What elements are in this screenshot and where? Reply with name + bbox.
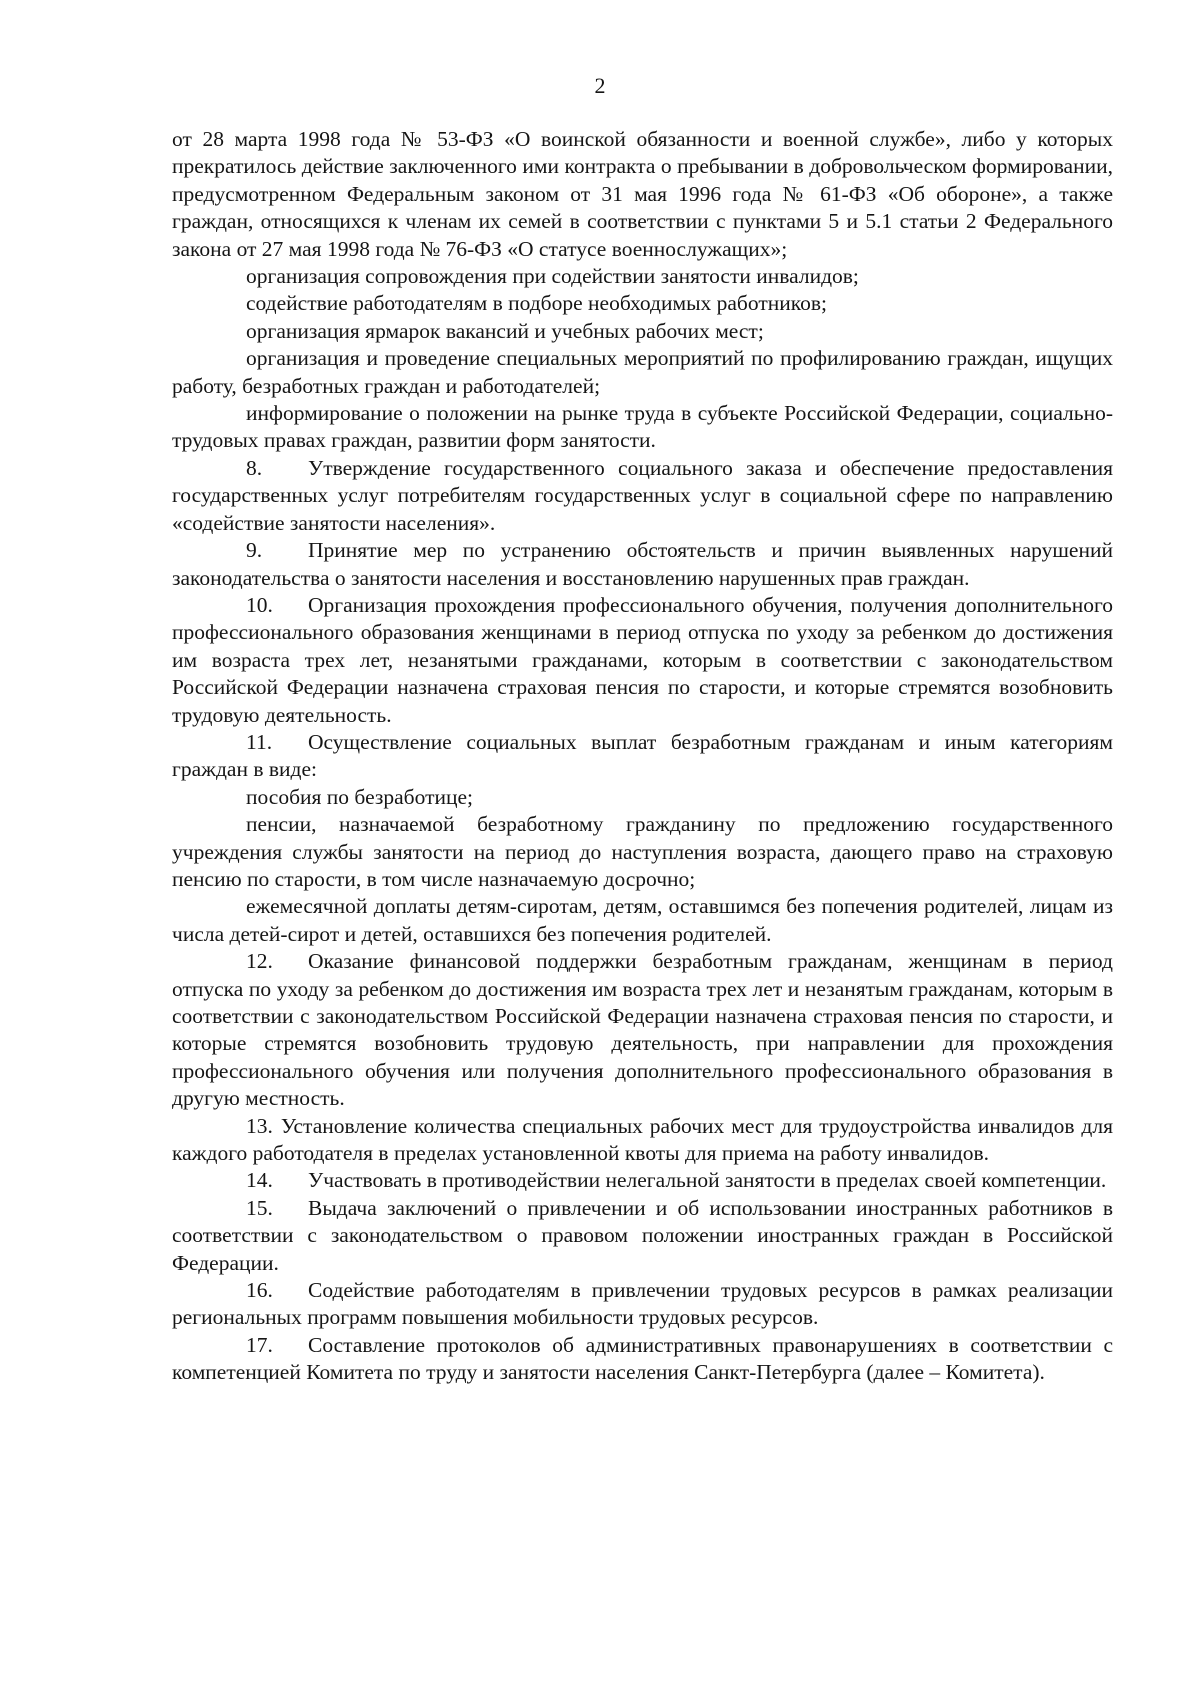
list-item — [172, 290, 1113, 317]
item-number: 12. — [246, 949, 273, 974]
paragraph-text: Принятие мер по устранению обстоятельств и причин выявленных нарушений законодательства о занятости населения и восстановлению нарушенных прав граждан. — [172, 538, 1113, 590]
paragraph-text: Осуществление социальных выплат безработным гражданам и иным категориям граждан в виде: — [172, 729, 1113, 782]
list-item — [172, 784, 1113, 811]
paragraph-continuation — [172, 126, 1113, 263]
numbered-item-9 — [172, 537, 1113, 592]
document-body — [172, 126, 1113, 1387]
numbered-item-13 — [172, 1113, 1113, 1168]
item-number: 17. — [246, 1332, 273, 1357]
paragraph-text: Содействие работодателям в привлечении трудовых ресурсов в рамках реализации региональных программ повышения мобильности трудовых ресурсов. — [172, 1278, 1113, 1330]
item-number: 13. — [246, 1113, 273, 1138]
paragraph-text: содействие работодателям в подборе необходимых работников; — [246, 291, 827, 316]
numbered-item-14 — [172, 1167, 1113, 1194]
list-item — [172, 893, 1113, 948]
list-item — [172, 400, 1113, 455]
list-item — [172, 263, 1113, 290]
paragraph-text: Составление протоколов об административных правонарушениях в соответствии с компетенцией Комитета по труду и занятости населения Санкт-Петербурга (далее – Комитета). — [172, 1332, 1113, 1385]
item-number: 9. — [246, 538, 263, 563]
paragraph-text: от 28 марта 1998 года № 53-ФЗ «О воинской обязанности и военной службе», либо у которых прекратилось действие заключенного ими контракта о пребывании в добровольческом формировании, предусмотренном Федеральным законом от 31 мая 1996 года № 61-ФЗ «Об обороне», а также граждан, относящихся к членам их семей в соответствии с пунктами 5 и 5.1 статьи 2 Федерального закона от 27 мая 1998 года № 76-ФЗ «О статусе военнослужащих»; — [172, 127, 1113, 261]
numbered-item-12 — [172, 948, 1113, 1112]
numbered-item-16 — [172, 1277, 1113, 1332]
numbered-item-15 — [172, 1195, 1113, 1277]
paragraph-text: Установление количества специальных рабочих мест для трудоустройства инвалидов для каждого работодателя в пределах установленной квоты для приема на работу инвалидов. — [172, 1113, 1113, 1166]
list-item — [172, 811, 1113, 893]
item-number: 16. — [246, 1278, 273, 1303]
numbered-item-11 — [172, 729, 1113, 784]
item-number: 8. — [246, 455, 263, 480]
paragraph-text: организация ярмарок вакансий и учебных рабочих мест; — [246, 318, 764, 343]
paragraph-text: Оказание финансовой поддержки безработным гражданам, женщинам в период отпуска по уходу за ребенком до достижения им возраста трех лет и незанятым гражданам, которым в соответствии с законодательством Российской Федерации назначена страховая пенсия по старости, и которые стремятся возобновить трудовую деятельность, при направлении для прохождения профессионального обучения или получения дополнительного профессионального образования в другую местность. — [172, 949, 1113, 1111]
paragraph-text: Организация прохождения профессионального обучения, получения дополнительного профессионального образования женщинами в период отпуска по уходу за ребенком до достижения им возраста трех лет, незанятыми гражданами, которым в соответствии с законодательством Российской Федерации назначена страховая пенсия по старости, и которые стремятся возобновить трудовую деятельность. — [172, 592, 1113, 727]
list-item — [172, 318, 1113, 345]
paragraph-text: организация сопровождения при содействии занятости инвалидов; — [246, 264, 859, 289]
item-number: 15. — [246, 1195, 273, 1220]
paragraph-text: пособия по безработице; — [246, 784, 473, 809]
paragraph-text: информирование о положении на рынке труда в субъекте Российской Федерации, социально-трудовых правах граждан, развитии форм занятости. — [172, 401, 1113, 453]
paragraph-text: организация и проведение специальных мероприятий по профилированию граждан, ищущих работу, безработных граждан и работодателей; — [172, 346, 1113, 398]
numbered-item-8 — [172, 455, 1113, 537]
paragraph-text: Участвовать в противодействии нелегальной занятости в пределах своей компетенции. — [308, 1168, 1107, 1193]
paragraph-text: ежемесячной доплаты детям-сиротам, детям, оставшимся без попечения родителей, лицам из числа детей-сирот и детей, оставшихся без попечения родителей. — [172, 894, 1113, 946]
item-number: 14. — [246, 1168, 273, 1193]
item-number: 11. — [246, 729, 273, 754]
paragraph-text: пенсии, назначаемой безработному гражданину по предложению государственного учреждения службы занятости на период до наступления возраста, дающего право на страховую пенсию по старости, в том числе назначаемую досрочно; — [172, 812, 1113, 891]
list-item — [172, 345, 1113, 400]
numbered-item-10 — [172, 592, 1113, 729]
item-number: 10. — [246, 592, 273, 617]
paragraph-text: Выдача заключений о привлечении и об использовании иностранных работников в соответствии с законодательством о правовом положении иностранных граждан в Российской Федерации. — [172, 1195, 1113, 1275]
page-number: 2 — [594, 73, 606, 98]
numbered-item-17 — [172, 1332, 1113, 1387]
paragraph-text: Утверждение государственного социального заказа и обеспечение предоставления государственных услуг потребителям государственных услуг в социальной сфере по направлению «содействие занятости населения». — [172, 455, 1113, 535]
